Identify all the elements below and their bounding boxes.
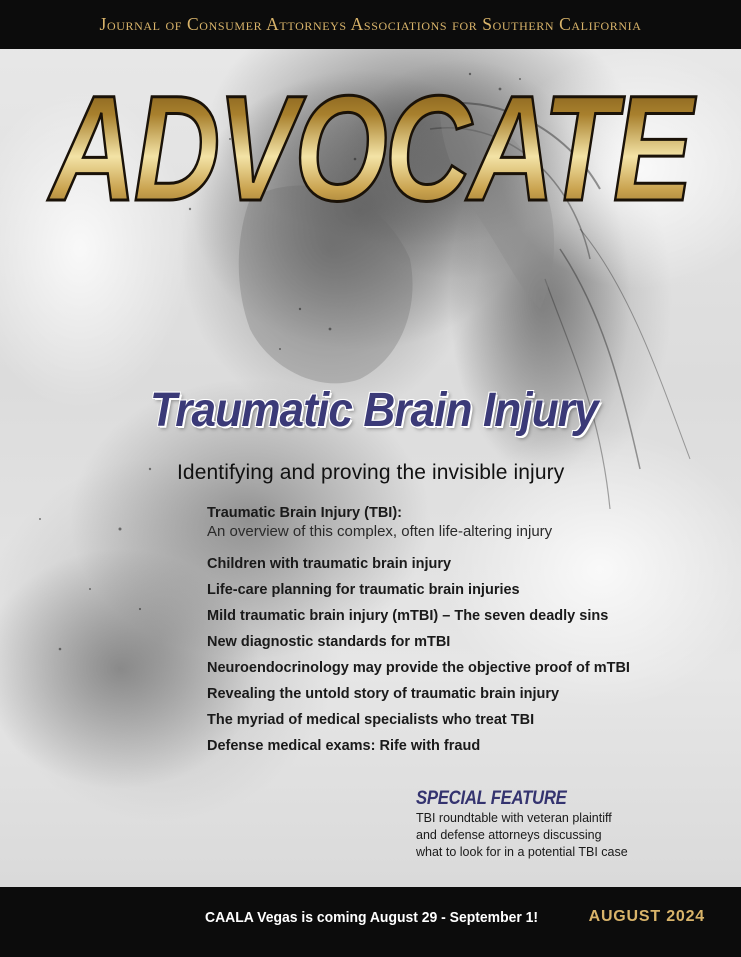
special-feature-line: and defense attorneys discussing bbox=[416, 828, 602, 842]
special-feature-line: what to look for in a potential TBI case bbox=[416, 845, 628, 859]
article-item: Children with traumatic brain injury bbox=[207, 556, 452, 572]
cover-story-title: Traumatic Brain Injury bbox=[150, 384, 598, 437]
special-feature bbox=[416, 788, 726, 861]
issue-date: AUGUST 2024 bbox=[588, 908, 705, 925]
cover-story-subtitle: Identifying and proving the invisible injury bbox=[177, 461, 565, 484]
article-item: Neuroendocrinology may provide the objective proof of mTBI bbox=[207, 660, 630, 676]
article-description: An overview of this complex, often life-altering injury bbox=[207, 523, 553, 540]
article-item: Mild traumatic brain injury (mTBI) – The seven deadly sins bbox=[207, 608, 609, 624]
article-item: Defense medical exams: Rife with fraud bbox=[207, 738, 481, 754]
special-feature-label: SPECIAL FEATURE bbox=[416, 788, 567, 809]
journal-line: Journal of Consumer Attorneys Associations for Southern California bbox=[99, 14, 642, 34]
header-bar bbox=[0, 0, 741, 49]
event-announcement: CAALA Vegas is coming August 29 - September 1! bbox=[205, 909, 539, 926]
special-feature-line: TBI roundtable with veteran plaintiff bbox=[416, 811, 612, 825]
article-title: Traumatic Brain Injury (TBI): bbox=[207, 505, 402, 521]
masthead-title: ADVOCATE bbox=[46, 70, 697, 220]
masthead-logo bbox=[40, 70, 700, 220]
article-list bbox=[207, 500, 727, 759]
article-item: New diagnostic standards for mTBI bbox=[207, 634, 451, 650]
article-item: Life-care planning for traumatic brain injuries bbox=[207, 582, 520, 598]
article-item: Revealing the untold story of traumatic brain injury bbox=[207, 686, 560, 702]
article-item bbox=[207, 500, 727, 541]
footer-bar bbox=[0, 887, 741, 957]
article-item: The myriad of medical specialists who treat TBI bbox=[207, 712, 535, 728]
